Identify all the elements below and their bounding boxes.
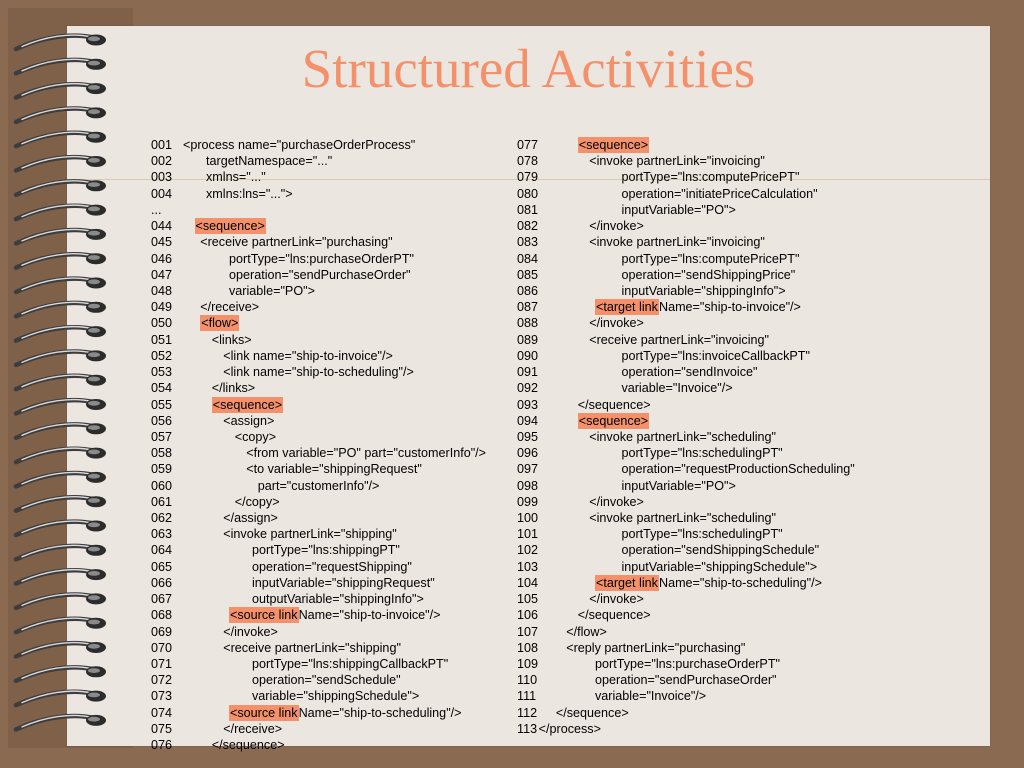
code-fragment: operation="sendPurchaseOrder" [229,267,411,282]
line-number: 096 [517,446,539,461]
code-text [621,348,810,364]
line-number: 064 [151,543,173,558]
line-number: 067 [151,592,173,607]
code-text [621,380,732,396]
code-fragment: variable="Invoice"/> [595,689,707,704]
code-fragment: </invoke> [589,316,644,331]
spiral-coil [16,399,106,414]
line-number: 079 [517,170,539,185]
code-text [223,413,274,429]
code-fragment: <links> [211,332,252,347]
line-number: 062 [151,511,173,526]
code-fragment: <process name="purchaseOrderProcess" [183,138,416,152]
code-text [246,461,422,477]
code-text [621,202,735,218]
spiral-coil [16,278,106,293]
line-number: 057 [151,429,173,444]
code-text [212,737,285,753]
line-number: 070 [151,640,173,655]
code-text [206,186,293,202]
code-fragment: outputVariable="shippingInfo"> [252,592,424,607]
code-fragment: </invoke> [589,219,644,234]
code-fragment: operation="initiatePriceCalculation" [621,186,818,201]
code-fragment: targetNamespace="..." [206,154,333,169]
code-fragment: Name="ship-to-scheduling"/> [298,705,462,720]
code-fragment: </sequence> [577,397,651,412]
code-text [578,413,649,429]
line-number: 089 [517,332,539,347]
line-number: 055 [151,397,173,412]
line-number: 075 [151,721,173,736]
code-text [252,559,412,575]
code-text [223,348,393,364]
code-text [556,705,629,721]
line-number: 066 [151,575,173,590]
code-text [246,445,486,461]
code-text [229,251,414,267]
code-text [589,429,776,445]
code-text [200,315,239,331]
code-text [223,721,282,737]
line-number: 052 [151,348,173,363]
code-text [595,688,706,704]
code-fragment: <invoke partnerLink="scheduling" [589,429,777,444]
spiral-coil [16,350,106,365]
code-fragment: </sequence> [577,608,651,623]
line-number: 088 [517,316,539,331]
code-text [621,267,795,283]
code-text [621,559,817,575]
code-text [212,397,283,413]
code-text [589,218,644,234]
highlighted-keyword: <sequence> [212,397,283,412]
code-fragment: </assign> [223,511,278,526]
code-fragment: portType="lns:schedulingPT" [621,527,783,542]
line-number: ... [151,202,162,217]
code-text [621,364,757,380]
code-fragment: inputVariable="PO"> [621,478,736,493]
code-text [252,542,400,558]
code-fragment: </sequence> [211,738,285,753]
code-text [621,251,799,267]
line-number: 045 [151,235,173,250]
code-fragment: <receive partnerLink="invoicing" [589,332,770,347]
code-text [589,591,644,607]
spiral-coil [16,156,106,171]
code-fragment: operation="sendShippingPrice" [621,267,796,282]
code-text [200,234,392,250]
code-text [212,380,255,396]
code-text [578,137,649,153]
code-text [252,575,435,591]
spiral-coil [16,642,106,657]
line-number: 106 [517,608,539,623]
highlighted-keyword: <target link [596,575,658,590]
line-number: 051 [151,332,173,347]
spiral-coil [16,326,106,341]
code-fragment: portType="lns:purchaseOrderPT" [595,657,780,671]
code-fragment: portType="lns:schedulingPT" [621,446,783,461]
code-fragment: operation="sendPurchaseOrder" [595,673,777,688]
line-number: 058 [151,446,173,461]
line-number: 109 [517,657,539,671]
spiral-coil [16,715,106,730]
code-fragment: inputVariable="PO"> [621,202,736,217]
code-text [621,169,799,185]
code-text [589,510,776,526]
line-number: 063 [151,527,173,542]
line-number: 059 [151,462,173,477]
code-fragment: xmlns="..." [206,170,266,185]
line-number: 083 [517,235,539,250]
code-text [589,332,769,348]
spiral-coil [16,448,106,463]
code-text [252,688,419,704]
code-text [595,672,777,688]
code-fragment: portType="lns:computePricePT" [621,170,800,185]
line-number: 078 [517,154,539,169]
code-text [235,429,276,445]
code-text [206,169,266,185]
code-fragment: <copy> [234,429,277,444]
highlighted-keyword: <sequence> [578,138,649,152]
code-text [223,624,278,640]
spiral-coil [16,132,106,147]
code-text [258,478,380,494]
line-number: 101 [517,527,539,542]
spiral-coil [16,83,106,98]
spiral-coil [16,545,106,560]
code-text [252,656,448,672]
line-number: 074 [151,705,173,720]
code-text [621,542,819,558]
line-number: 105 [517,592,539,607]
slide-page [67,26,990,753]
code-fragment: <invoke partnerLink="invoicing" [589,154,765,169]
code-text [229,283,315,299]
code-fragment: </receive> [200,300,260,315]
code-fragment: inputVariable="shippingInfo"> [621,283,786,298]
code-fragment: portType="lns:purchaseOrderPT" [229,251,414,266]
line-number: 069 [151,624,173,639]
line-number: 073 [151,689,173,704]
code-fragment: part="customerInfo"/> [257,478,380,493]
code-fragment: portType="lns:shippingPT" [252,543,400,558]
slide-title: Structured Activities [301,38,756,99]
spiral-coil [16,691,106,706]
line-number: 081 [517,202,539,217]
spiral-coil [16,472,106,487]
code-text [229,267,411,283]
spiral-coil [16,205,106,220]
line-number: 071 [151,657,173,671]
code-text [621,461,854,477]
spiral-coil [16,569,106,584]
line-number: 097 [517,462,539,477]
line-number: 077 [517,138,539,152]
line-number: 054 [151,381,173,396]
spiral-coil [16,180,106,195]
line-number: 047 [151,267,173,282]
line-number: 060 [151,478,173,493]
spiral-coil [16,253,106,268]
spiral-coil [16,521,106,536]
code-text [229,705,462,721]
code-text [206,153,332,169]
code-text [200,299,259,315]
line-number: 049 [151,300,173,315]
code-text [235,494,280,510]
line-number: 091 [517,365,539,380]
code-text [595,656,780,672]
spiral-coil [16,59,106,74]
line-number: 098 [517,478,539,493]
code-text [589,234,765,250]
line-number: 068 [151,608,173,623]
code-text [229,607,441,623]
line-number: 107 [517,624,539,639]
code-fragment: inputVariable="shippingRequest" [252,575,435,590]
code-fragment: inputVariable="shippingSchedule"> [621,559,818,574]
code-fragment: <invoke partnerLink="scheduling" [589,511,777,526]
spiral-coil [16,375,106,390]
code-fragment: Name="ship-to-invoice"/> [298,608,441,623]
line-number: 001 [151,138,173,152]
spiral-binding-icon [0,0,120,768]
spiral-coil [16,593,106,608]
code-fragment: <invoke partnerLink="shipping" [223,527,397,542]
code-text [589,315,644,331]
line-number: 102 [517,543,539,558]
code-text [223,526,396,542]
code-text [539,721,601,737]
line-number: 104 [517,575,539,590]
code-text [589,153,765,169]
code-fragment: <from variable="PO" part="customerInfo"/> [246,446,487,461]
code-fragment: portType="lns:shippingCallbackPT" [252,657,449,671]
code-fragment: </flow> [566,624,607,639]
code-fragment: Name="ship-to-scheduling"/> [658,575,822,590]
code-fragment: </invoke> [589,592,644,607]
code-fragment: <receive partnerLink="shipping" [223,640,401,655]
code-text [195,218,266,234]
highlighted-keyword: <sequence> [578,413,649,428]
spiral-coil [16,496,106,511]
code-text [578,397,651,413]
line-number: 048 [151,283,173,298]
code-text [212,332,252,348]
code-text [578,607,651,623]
line-number: 072 [151,673,173,688]
code-text [183,137,415,153]
spiral-coil [16,618,106,633]
code-text [566,640,745,656]
line-number: 046 [151,251,173,266]
line-number: 111 [517,689,537,704]
code-fragment: <link name="ship-to-invoice"/> [223,348,393,363]
code-fragment: <reply partnerLink="purchasing" [566,640,746,655]
line-number: 103 [517,559,539,574]
code-fragment: variable="shippingSchedule"> [252,689,420,704]
line-number: 002 [151,154,173,169]
code-fragment: </sequence> [555,705,629,720]
line-number: 086 [517,283,539,298]
code-fragment: </copy> [234,494,280,509]
line-number: 050 [151,316,173,331]
code-fragment: </links> [211,381,256,396]
line-number: 108 [517,640,539,655]
spiral-coil [16,229,106,244]
code-fragment: <to variable="shippingRequest" [246,462,422,477]
code-text [223,640,401,656]
line-number: 053 [151,365,173,380]
code-fragment: portType="lns:invoiceCallbackPT" [621,348,810,363]
code-text [595,575,822,591]
spiral-coil [16,107,106,122]
code-text [223,364,414,380]
line-number: 004 [151,186,173,201]
line-number: 094 [517,413,539,428]
line-number: 003 [151,170,173,185]
code-text [223,510,278,526]
highlighted-keyword: <target link [596,300,658,315]
code-fragment: operation="sendInvoice" [621,365,758,380]
line-number: 092 [517,381,539,396]
code-text [595,299,801,315]
code-text [621,283,785,299]
code-text [566,624,607,640]
code-text [252,591,424,607]
line-number: 076 [151,738,173,753]
line-number: 065 [151,559,173,574]
code-fragment: </process> [538,721,601,736]
line-number: 084 [517,251,539,266]
line-number: 080 [517,186,539,201]
highlighted-keyword: <source link [230,705,298,720]
code-fragment: <receive partnerLink="purchasing" [200,235,393,250]
spiral-coil [16,423,106,438]
code-fragment: xmlns:lns="..."> [206,186,293,201]
code-fragment: operation="sendSchedule" [252,673,401,688]
code-fragment: operation="requestProductionScheduling" [621,462,855,477]
code-fragment: variable="Invoice"/> [621,381,733,396]
code-fragment: </receive> [223,721,283,736]
code-fragment: </invoke> [589,494,644,509]
line-number: 061 [151,494,173,509]
code-fragment: operation="requestShipping" [252,559,412,574]
line-number: 112 [517,705,538,720]
code-text [252,672,401,688]
code-text [621,478,735,494]
spiral-coil [16,666,106,681]
line-number: 044 [151,219,173,234]
code-fragment: operation="sendShippingSchedule" [621,543,820,558]
line-number: 100 [517,511,539,526]
code-fragment: </invoke> [223,624,278,639]
line-number: 110 [517,673,538,688]
spiral-coil [16,302,106,317]
code-text [621,186,817,202]
highlighted-keyword: <flow> [201,316,239,331]
line-number: 056 [151,413,173,428]
spiral-coil [16,35,106,50]
line-number: 082 [517,219,539,234]
code-text [589,494,644,510]
line-number: 085 [517,267,539,282]
highlighted-keyword: <sequence> [195,219,265,234]
code-text [621,445,782,461]
highlighted-keyword: <source link [230,608,298,623]
code-fragment: portType="lns:computePricePT" [621,251,800,266]
code-fragment: <link name="ship-to-scheduling"/> [223,365,414,380]
line-number: 087 [517,300,539,315]
line-number: 095 [517,429,539,444]
code-fragment: Name="ship-to-invoice"/> [658,300,801,315]
line-number: 099 [517,494,539,509]
code-fragment: <invoke partnerLink="invoicing" [589,235,765,250]
line-number: 090 [517,348,539,363]
line-number: 093 [517,397,539,412]
code-fragment: variable="PO"> [229,283,315,298]
line-number: 113 [517,721,538,736]
code-text [621,526,782,542]
code-fragment: <assign> [223,413,275,428]
